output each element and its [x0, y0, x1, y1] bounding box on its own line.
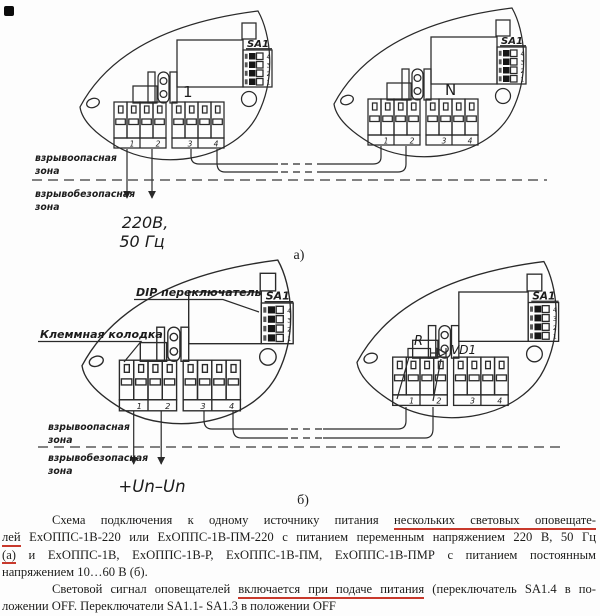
- caption-segment-red-underline: нескольких световых оповещате-: [394, 513, 596, 530]
- paragraph-line: [2, 581, 596, 598]
- safe-zone-label: взрывобезопасная: [48, 453, 149, 464]
- diagram-b: [38, 260, 560, 508]
- caption-segment-red-underline: включается при подаче питания: [238, 582, 424, 599]
- paragraph-line: [2, 529, 596, 546]
- safe-zone-label: взрывобезопасная: [35, 189, 136, 200]
- paragraph-line: [2, 598, 596, 615]
- caption-segment: ЕхОППС-1В-220 или ЕхОППС-1В-ПМ-220 с питанием переменным напряжением 220 В, 50 Гц: [20, 530, 596, 545]
- sub-label-a: а): [293, 248, 305, 263]
- wire-chain-1: [191, 149, 278, 164]
- sub-label-b: б): [297, 493, 309, 508]
- safe-zone-label: зона: [35, 202, 60, 213]
- caption-segment-red-underline: лей: [2, 530, 21, 547]
- caption-segment: и ЕхОППС-1В, ЕхОППС-1В-Р, ЕхОППС-1В-ПМ, ЕхОППС-1В-ПМР с питанием постоянным: [15, 547, 596, 562]
- caption-segment: напряжением 10…60 В (б).: [2, 564, 148, 579]
- wire-chain-1: [317, 146, 381, 164]
- caption-segment: ложении OFF. Переключатели SA1.1- SA1.3 в положении OFF: [2, 599, 336, 614]
- hazard-zone-label: зона: [48, 435, 73, 446]
- hazard-zone-label: взрывоопасная: [35, 153, 117, 164]
- device-n: [334, 8, 526, 157]
- diagram-a: [32, 8, 547, 263]
- wire-chain-1: [323, 407, 406, 429]
- wire-chain-2: [233, 411, 288, 438]
- ac-power-label: 50 Гц: [119, 232, 165, 251]
- caption-segment: Схема подключения к одному источнику питания: [52, 513, 394, 527]
- wire-chain-2: [217, 149, 278, 172]
- paragraph-line: [2, 564, 596, 581]
- safe-zone-label: зона: [48, 466, 73, 477]
- scan-artifact-square: [4, 6, 14, 16]
- diode-label: VD1: [451, 343, 477, 357]
- device-dc-2: [357, 262, 559, 418]
- resistor-label: R: [414, 334, 424, 349]
- dip-callout-label: DIP переключатель: [136, 286, 262, 299]
- resistor-diode-circuit: [397, 334, 476, 401]
- ac-power-label: 220В,: [121, 213, 169, 232]
- dip-callout-leader: [134, 300, 259, 313]
- device-n-label: N: [445, 81, 457, 99]
- wire-chain-2: [323, 407, 433, 438]
- terminal-callout-leader: [38, 342, 141, 363]
- paragraph-line: [2, 512, 596, 529]
- wire-chain-1: [204, 411, 288, 429]
- device-1: [80, 11, 272, 160]
- device-1-label: 1: [183, 83, 193, 101]
- hazard-zone-label: зона: [35, 166, 60, 177]
- caption-segment-red-underline: (а): [2, 548, 16, 565]
- paragraph-line: [2, 547, 596, 564]
- caption-segment: (переключатель SA1.4 в по-: [424, 582, 596, 597]
- wire-chain-2: [317, 146, 406, 172]
- dc-power-label: +Un–Un: [118, 477, 186, 496]
- resistor-symbol: [408, 349, 431, 358]
- caption-segment: Световой сигнал оповещателей: [52, 582, 239, 597]
- terminal-callout-label: Клеммная колодка: [40, 328, 163, 341]
- caption-text: [0, 510, 600, 616]
- hazard-zone-label: взрывоопасная: [48, 422, 130, 433]
